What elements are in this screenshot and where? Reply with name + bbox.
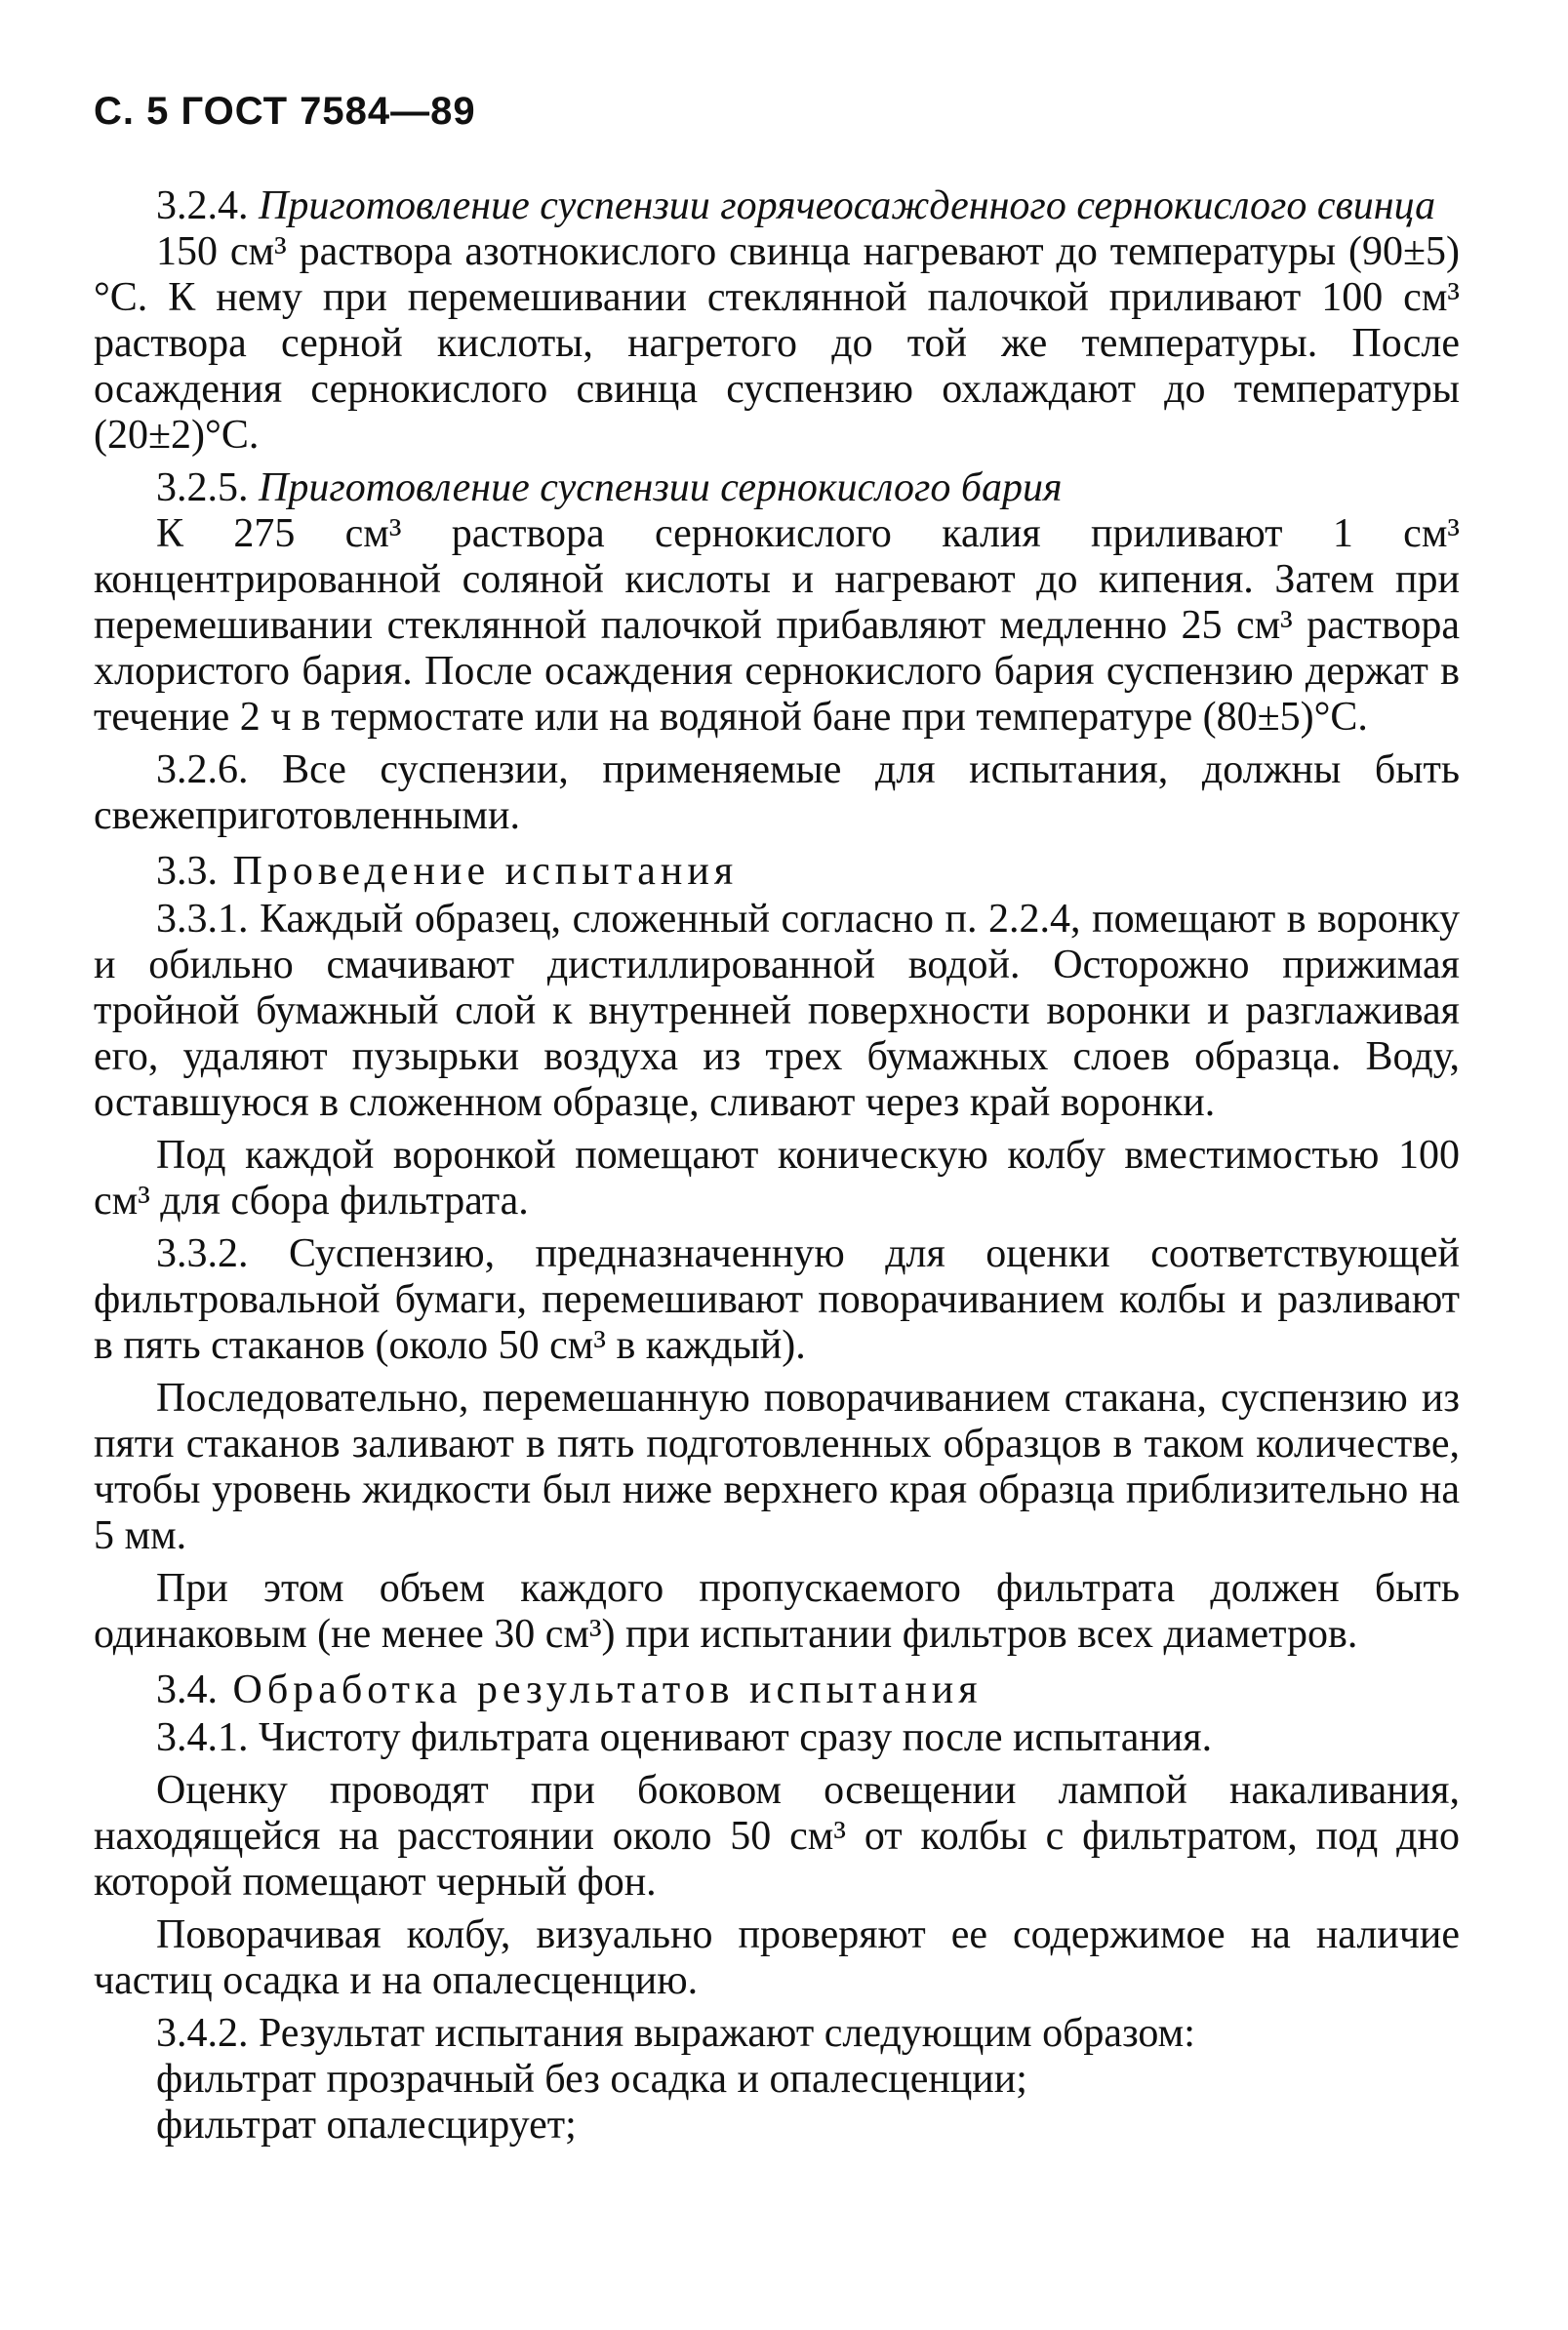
- paragraph: Под каждой воронкой помещают коническую колбу вместимостью 100 см³ для сбора фильтрата.: [94, 1133, 1460, 1224]
- section-heading: Обработка результатов испытания: [232, 1667, 983, 1712]
- document-body: [94, 183, 1460, 2149]
- list-item: фильтрат опалесцирует;: [156, 2103, 577, 2148]
- section-number: 3.4.: [156, 1667, 218, 1712]
- paragraph: 3.4.1. Чистоту фильтрата оценивают сразу после испытания.: [156, 1715, 1213, 1760]
- section-title-3-3: [94, 849, 1460, 895]
- paragraph: Поворачивая колбу, визуально проверяют ее содержимое на наличие частиц осадка и на опалесценцию.: [94, 1912, 1460, 2003]
- paragraph: Последовательно, перемешанную поворачиванием стакана, суспензию из пяти стаканов заливают в пять подготовленных образцов в таком количестве, чтобы уровень жидкости был ниже верхнего края образца приблизительно на 5 мм.: [94, 1376, 1460, 1558]
- section-heading: Проведение испытания: [232, 849, 739, 894]
- paragraph: Оценку проводят при боковом освещении лампой накаливания, находящейся на расстоянии около 50 см³ от колбы с фильтратом, под дно которой помещают черный фон.: [94, 1768, 1460, 1905]
- list-item: фильтрат прозрачный без осадка и опалесценции;: [156, 2057, 1027, 2102]
- subsection-title-3-2-5: [94, 465, 1460, 511]
- section-title-3-4: [94, 1667, 1460, 1713]
- subsection-heading: Приготовление суспензии сернокислого бария: [259, 465, 1063, 510]
- section-number: 3.2.5.: [156, 465, 249, 510]
- section-number: 3.3.: [156, 849, 218, 894]
- paragraph: 3.2.6. Все суспензии, применяемые для испытания, должны быть свежеприготовленными.: [94, 747, 1460, 838]
- paragraph: 150 см³ раствора азотнокислого свинца нагревают до температуры (90±5)°С. К нему при перемешивании стеклянной палочкой приливают 100 см³ раствора серной кислоты, нагретого до той же температуры. После осаждения сернокислого свинца суспензию охлаждают до температуры (20±2)°С.: [94, 229, 1460, 458]
- paragraph: К 275 см³ раствора сернокислого калия приливают 1 см³ концентрированной соляной кислоты и нагревают до кипения. Затем при перемешивании стеклянной палочкой прибавляют медленно 25 см³ раствора хлористого бария. После осаждения сернокислого бария суспензию держат в течение 2 ч в термостате или на водяной бане при температуре (80±5)°С.: [94, 511, 1460, 740]
- paragraph: 3.4.2. Результат испытания выражают следующим образом:: [156, 2011, 1195, 2056]
- paragraph: 3.3.1. Каждый образец, сложенный согласно п. 2.2.4, помещают в воронку и обильно смачивают дистиллированной водой. Осторожно прижимая тройной бумажный слой к внутренней поверхности воронки и разглаживая его, удаляют пузырьки воздуха из трех бумажных слоев образца. Воду, оставшуюся в сложенном образце, сливают через край воронки.: [94, 897, 1460, 1125]
- subsection-title-3-2-4: [94, 183, 1460, 229]
- subsection-heading: Приготовление суспензии горячеосажденного сернокислого свинца: [259, 183, 1436, 228]
- section-number: 3.2.4.: [156, 183, 249, 228]
- paragraph: При этом объем каждого пропускаемого фильтрата должен быть одинаковым (не менее 30 см³) при испытании фильтров всех диаметров.: [94, 1566, 1460, 1657]
- page-header: С. 5 ГОСТ 7584—89: [94, 90, 476, 133]
- paragraph: 3.3.2. Суспензию, предназначенную для оценки соответствующей фильтровальной бумаги, перемешивают поворачиванием колбы и разливают в пять стаканов (около 50 см³ в каждый).: [94, 1231, 1460, 1368]
